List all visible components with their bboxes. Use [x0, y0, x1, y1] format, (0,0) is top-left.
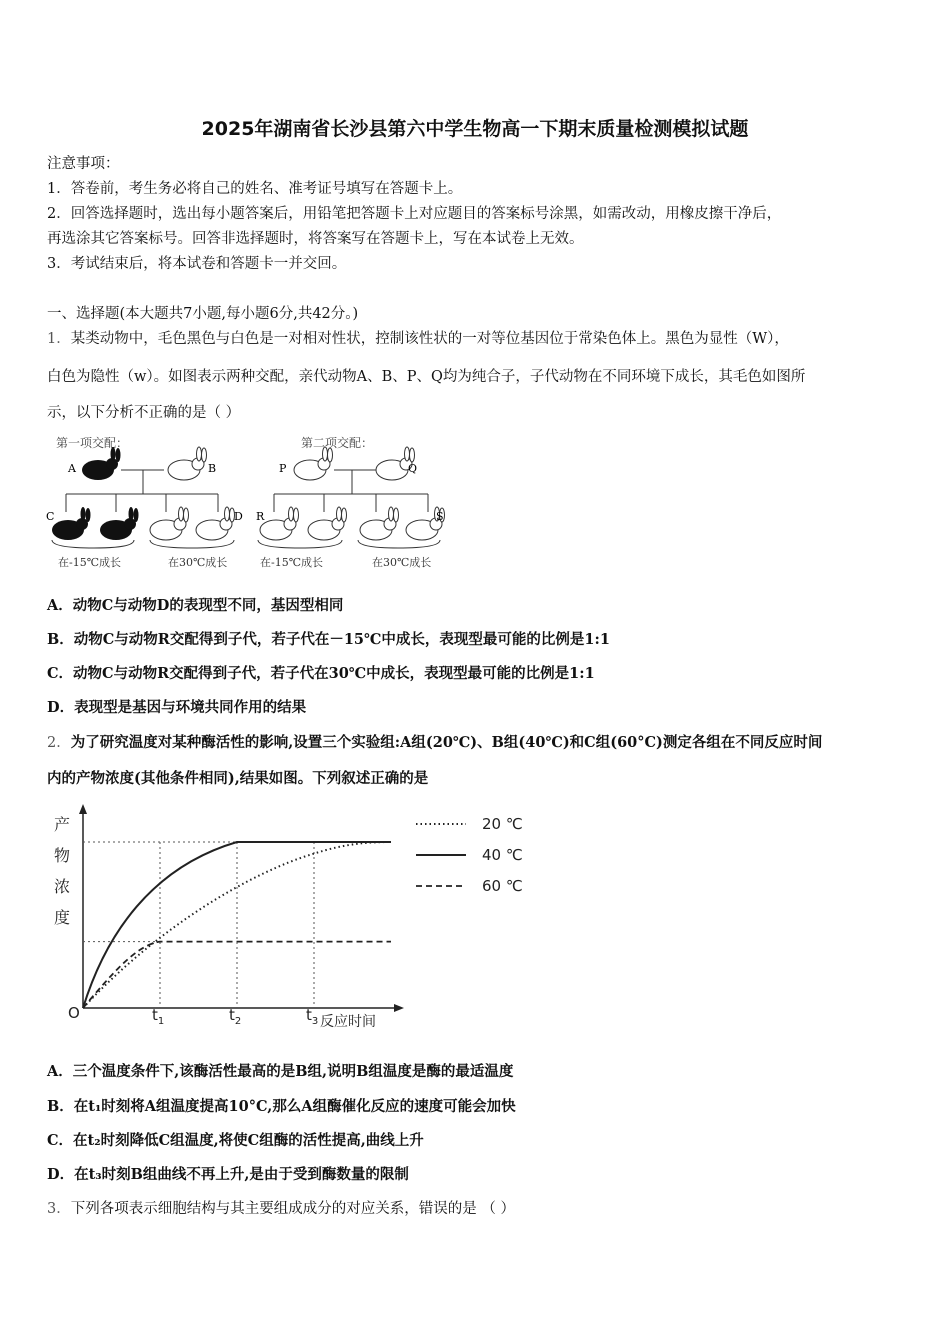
origin-label: O: [68, 1004, 80, 1022]
x-tick-label: $t_2$: [229, 1006, 242, 1027]
question-3: [47, 1197, 907, 1218]
y-axis-label-char: 度: [54, 908, 71, 927]
option-b: B．在t₁时刻将A组温度提高10°C,那么A组酶催化反应的速度可能会加快: [47, 1098, 516, 1115]
black-rabbit-icon: [82, 447, 121, 480]
offspring-label-d: D: [234, 510, 243, 523]
legend: [416, 815, 523, 895]
question-stem: 示，以下分析不正确的是（ ）: [47, 405, 241, 421]
question-stem: 某类动物中，毛色黑色与白色是一对相对性状，控制该性状的一对等位基因位于常染色体上。黑色为显性（W），: [70, 331, 789, 347]
option-c: C．在t₂时刻降低C组温度,将使C组酶的活性提高,曲线上升: [47, 1132, 424, 1149]
env-warm-label: 在30℃成长: [168, 556, 228, 569]
option-b: B．动物C与动物R交配得到子代，若子代在－15℃中成长，表现型最可能的比例是1:1: [47, 631, 610, 648]
notice-item: 3．考试结束后，将本试卷和答题卡一并交回。: [47, 256, 347, 272]
cross2-label: 第二项交配：: [301, 436, 374, 450]
black-rabbit-icon: [52, 507, 91, 540]
option-c: C．动物C与动物R交配得到子代，若子代在30℃中成长，表现型最可能的比例是1:1: [47, 665, 595, 682]
option-d: D．在t₃时刻B组曲线不再上升,是由于受到酶数量的限制: [47, 1166, 409, 1183]
offspring-label-c: C: [46, 510, 55, 523]
question-stem: 下列各项表示细胞结构与其主要组成成分的对应关系，错误的是 （ ）: [70, 1201, 515, 1217]
parent-label-p: P: [279, 462, 287, 475]
white-rabbit-icon: [308, 507, 347, 540]
page-title: 2025年湖南省长沙县第六中学生物高一下期末质量检测模拟试题: [201, 118, 749, 140]
y-axis-arrow-icon: [79, 804, 87, 814]
question-stem: 为了研究温度对某种酶活性的影响,设置三个实验组:A组(20℃)、B组(40℃)和C组(60°C)测定各组在不同反应时间: [70, 734, 823, 751]
option-d: D．表现型是基因与环境共同作用的结果: [47, 699, 307, 716]
black-rabbit-icon: [100, 507, 139, 540]
question-1: [47, 327, 907, 348]
x-tick-label: $t_1$: [152, 1006, 165, 1027]
question-number: 3．: [47, 1201, 71, 1217]
notice-heading: 注意事项：: [47, 156, 120, 172]
option-a: A．动物C与动物D的表现型不同，基因型相同: [47, 597, 344, 614]
notice-item: 2．回答选择题时，选出每小题答案后，用铅笔把答题卡上对应题目的答案标号涂黑，如需改动，用橡皮擦干净后，: [47, 206, 782, 222]
notice-item: 再选涂其它答案标号。回答非选择题时，将答案写在答题卡上，写在本试卷上无效。: [47, 231, 584, 247]
x-axis-label: 反应时间: [320, 1014, 376, 1030]
y-axis-label-char: 产: [54, 815, 71, 834]
question-number: 1．: [47, 331, 71, 347]
offspring-label-s: S: [436, 510, 444, 523]
legend-label: 20 ℃: [482, 815, 523, 833]
white-rabbit-icon: [150, 507, 189, 540]
legend-label: 40 ℃: [482, 846, 523, 864]
x-tick-label: $t_3$: [306, 1006, 319, 1027]
question-number: 2．: [47, 735, 71, 751]
parent-label-b: B: [208, 462, 217, 475]
y-axis-label-char: 浓: [54, 877, 71, 896]
white-rabbit-icon: [196, 507, 235, 540]
parent-label-q: Q: [408, 462, 418, 475]
question-stem: 内的产物浓度(其他条件相同),结果如图。下列叙述正确的是: [47, 770, 429, 787]
notice-item: 1．答卷前，考生务必将自己的姓名、准考证号填写在答题卡上。: [47, 181, 463, 197]
question-2: [47, 731, 907, 752]
legend-label: 60 ℃: [482, 877, 523, 895]
white-rabbit-icon: [260, 507, 299, 540]
y-axis-label: [54, 815, 70, 927]
white-rabbit-icon: [294, 447, 333, 480]
white-rabbit-icon: [360, 507, 399, 540]
y-axis-label-char: 物: [54, 846, 71, 865]
x-axis-arrow-icon: [394, 1004, 404, 1012]
enzyme-chart: [48, 800, 548, 1036]
cross1-label: 第一项交配：: [56, 436, 129, 450]
env-warm-label: 在30℃成长: [372, 556, 432, 569]
parent-label-a: A: [68, 462, 76, 475]
mating-figure: [46, 432, 446, 572]
white-rabbit-icon: [168, 447, 207, 480]
question-stem: 白色为隐性（w）。如图表示两种交配，亲代动物A、B、P、Q均为纯合子，子代动物在不同环境下成长，其毛色如图所: [47, 369, 806, 385]
option-a: A．三个温度条件下,该酶活性最高的是B组,说明B组温度是酶的最适温度: [47, 1063, 514, 1080]
env-cold-label: 在-15℃成长: [58, 556, 122, 569]
section-heading: 一、选择题(本大题共7小题,每小题6分,共42分。): [47, 306, 359, 322]
offspring-label-r: R: [256, 510, 265, 523]
env-cold-label: 在-15℃成长: [260, 556, 324, 569]
